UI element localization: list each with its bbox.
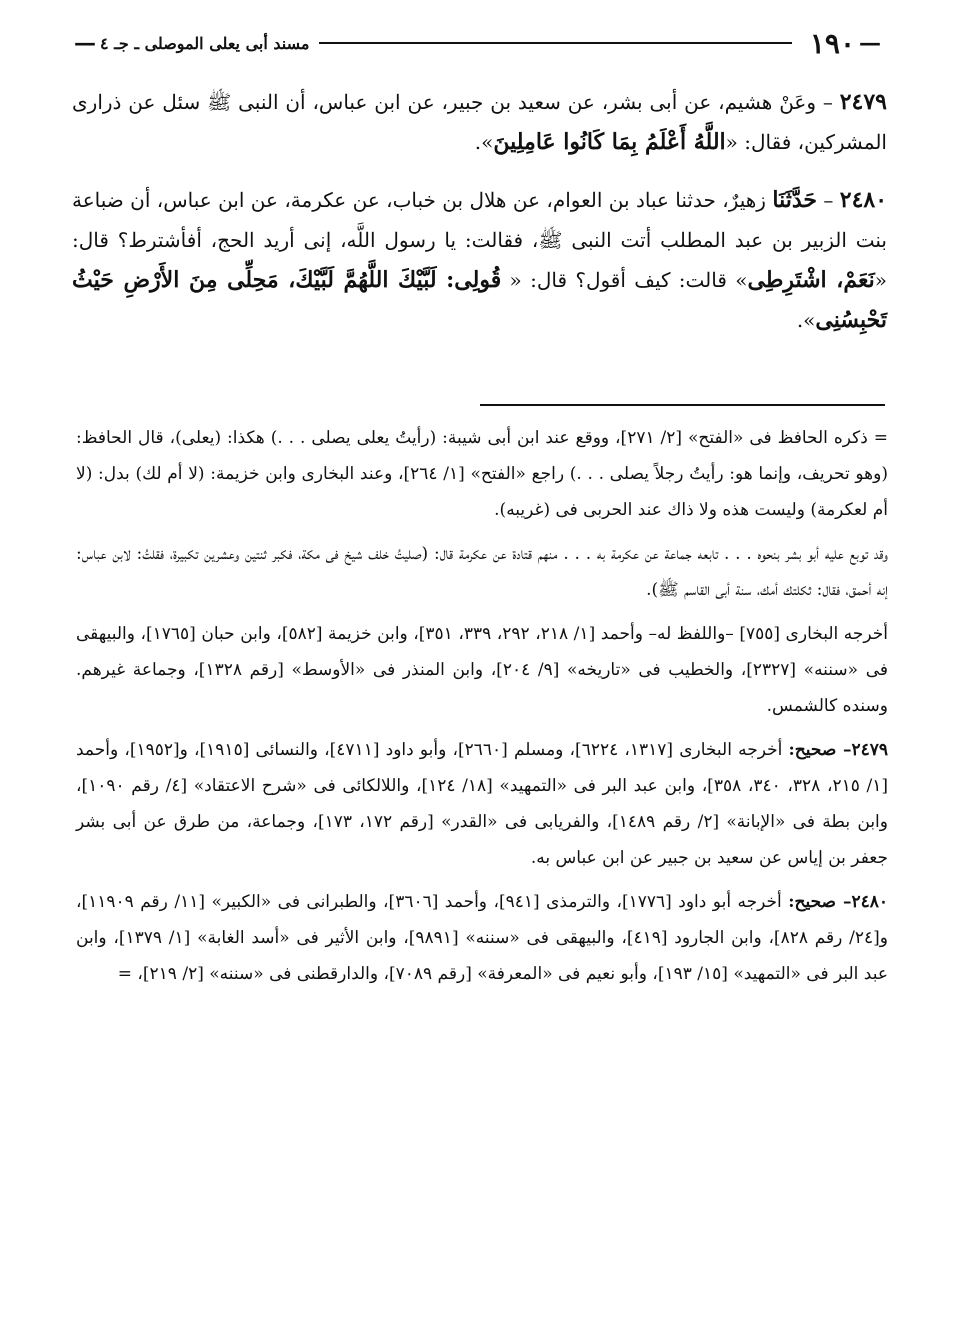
hadith-quote: نَعَمْ، اشْتَرِطِى — [747, 267, 875, 293]
running-title: مسند أبى يعلى الموصلى ـ جـ ٤ — [100, 33, 310, 53]
hadith-separator: – — [816, 188, 840, 212]
footnote-lead: ٢٤٨٠– صحيح: — [788, 892, 888, 912]
footnote-4 — [76, 732, 888, 876]
footnote-text: أخرجه البخارى [٧٥٥] –واللفظ له– وأحمد [١/ ٢١٨، ٢٩٢، ٣٣٩، ٣٥١]، وابن خزيمة [٥٨٢]، وابن حبان [١٧٦٥]، والبيهقى فى «سننه» [٢٣٢٧]، والخطيب فى «تاريخه» [٩/ ٢٠٤]، وابن المنذر فى «الأوسط» [رقم ١٣٢٨]، وجماعة غيرهم. وسنده كالشمس. — [76, 624, 889, 716]
footnote-lead: ٢٤٧٩– صحيح: — [788, 740, 889, 760]
hadith-2479 — [72, 82, 887, 162]
page-header — [70, 26, 885, 60]
footnote-text: وقد توبع عليه أبو بشر بنحوه . . . تابعه جماعة عن عكرمة به . . . منهم قتادة عن عكرمة قال: (صليتُ خلف شيخ فى مكة، فكبر ثنتين وعشرين تكبيرة، فقلتُ: لابن عباس: إنه أحمق، فقال: ثكلتك أمك، سنة أبى القاسم ﷺ). — [76, 544, 888, 600]
hadith-2480 — [72, 180, 887, 340]
footnotes — [76, 420, 888, 1000]
header-rule — [319, 42, 791, 44]
hadith-quote-2: قُولِى: لَبَّيْكَ اللَّهُمَّ لَبَّيْكَ، مَحِلِّى مِنَ الأَرْضِ حَيْثُ تَحْبِسُنِى — [72, 267, 887, 333]
header-dash-left: — — [74, 30, 96, 56]
hadith-tail: ». — [474, 130, 494, 154]
footnote-1 — [76, 420, 888, 528]
footnote-5 — [76, 884, 888, 992]
footnote-2 — [76, 536, 888, 608]
hadith-lead: حَدَّثَنَا — [772, 187, 817, 213]
main-text — [72, 82, 887, 358]
hadith-number: ٢٤٨٠ — [839, 187, 888, 213]
footnote-text: أخرجه أبو داود [١٧٧٦]، والترمذى [٩٤١]، وأحمد [٣٦٠٦]، والطبرانى فى «الكبير» [١١/ رقم ١١٩٠٩]، و[٢٤/ رقم ٨٢٨]، وابن الجارود [٤١٩]، والبيهقى فى «سننه» [٩٨٩١]، وابن الأثير فى «أسد الغابة» [١/ ١٣٧٩]، وابن عبد البر فى «التمهيد» [١٥/ ١٩٣]، وأبو نعيم فى «المعرفة» [رقم ٧٠٨٩]، والدارقطنى فى «سننه» [٢/ ٢١٩]، = — [76, 892, 888, 984]
hadith-text-2: » قالت: كيف أقول؟ قال: « — [501, 268, 748, 292]
footnote-text: = ذكره الحافظ فى «الفتح» [٢/ ٢٧١]، ووقع عند ابن أبى شيبة: (رأيتُ يعلى يصلى . . .) هكذا: (يعلى)، قال الحافظ: (وهو تحريف، وإنما هو: رأيتُ رجلاً يصلى . . .) راجع «الفتح» [١/ ٢٦٤]، وعند البخارى وابن خزيمة: (لا أم لك) بدل: (لا أم لعكرمة) وليست هذه ولا ذاك عند الحربى فى (غريبه). — [76, 428, 888, 520]
hadith-number: ٢٤٧٩ — [839, 89, 887, 115]
page-number: ١٩٠ — [809, 26, 855, 60]
hadith-tail: ». — [796, 308, 816, 332]
hadith-separator: – — [816, 90, 840, 114]
footnote-text: أخرجه البخارى [١٣١٧، ٦٢٢٤]، ومسلم [٢٦٦٠]، وأبو داود [٤٧١١]، والنسائى [١٩١٥]، و[١٩٥٢]، وأحمد [١/ ٢١٥، ٣٢٨، ٣٤٠، ٣٥٨]، وابن عبد البر فى «التمهيد» [١٨/ ١٢٤]، واللالكائى فى «شرح الاعتقاد» [٤/ رقم ١٠٩٠]، وابن بطة فى «الإبانة» [٢/ رقم ١٤٨٩]، والفريابى فى «القدر» [رقم ١٧٢، ١٧٣]، وجماعة، من طرق عن أبى بشر جعفر بن إياس عن سعيد بن جبير عن ابن عباس به. — [76, 740, 889, 868]
footnote-3 — [76, 616, 888, 724]
header-dash-right: — — [859, 30, 881, 56]
hadith-text: زهيرٌ، حدثنا عباد بن العوام، عن هلال بن خباب، عن عكرمة، عن ابن عباس، أن ضباعة بنت الزبير بن عبد المطلب أتت النبى ﷺ، فقالت: يا رسول اللَّه، إنى أريد الحج، أفأشترط؟ قال: « — [72, 188, 887, 292]
footnote-divider — [480, 404, 885, 406]
hadith-quote: اللَّهُ أَعْلَمُ بِمَا كَانُوا عَامِلِينَ — [493, 129, 726, 155]
hadith-text: وعَنْ هشيم، عن أبى بشر، عن سعيد بن جبير، عن ابن عباس، أن النبى ﷺ سئل عن ذرارى المشركين، فقال: « — [72, 90, 887, 154]
